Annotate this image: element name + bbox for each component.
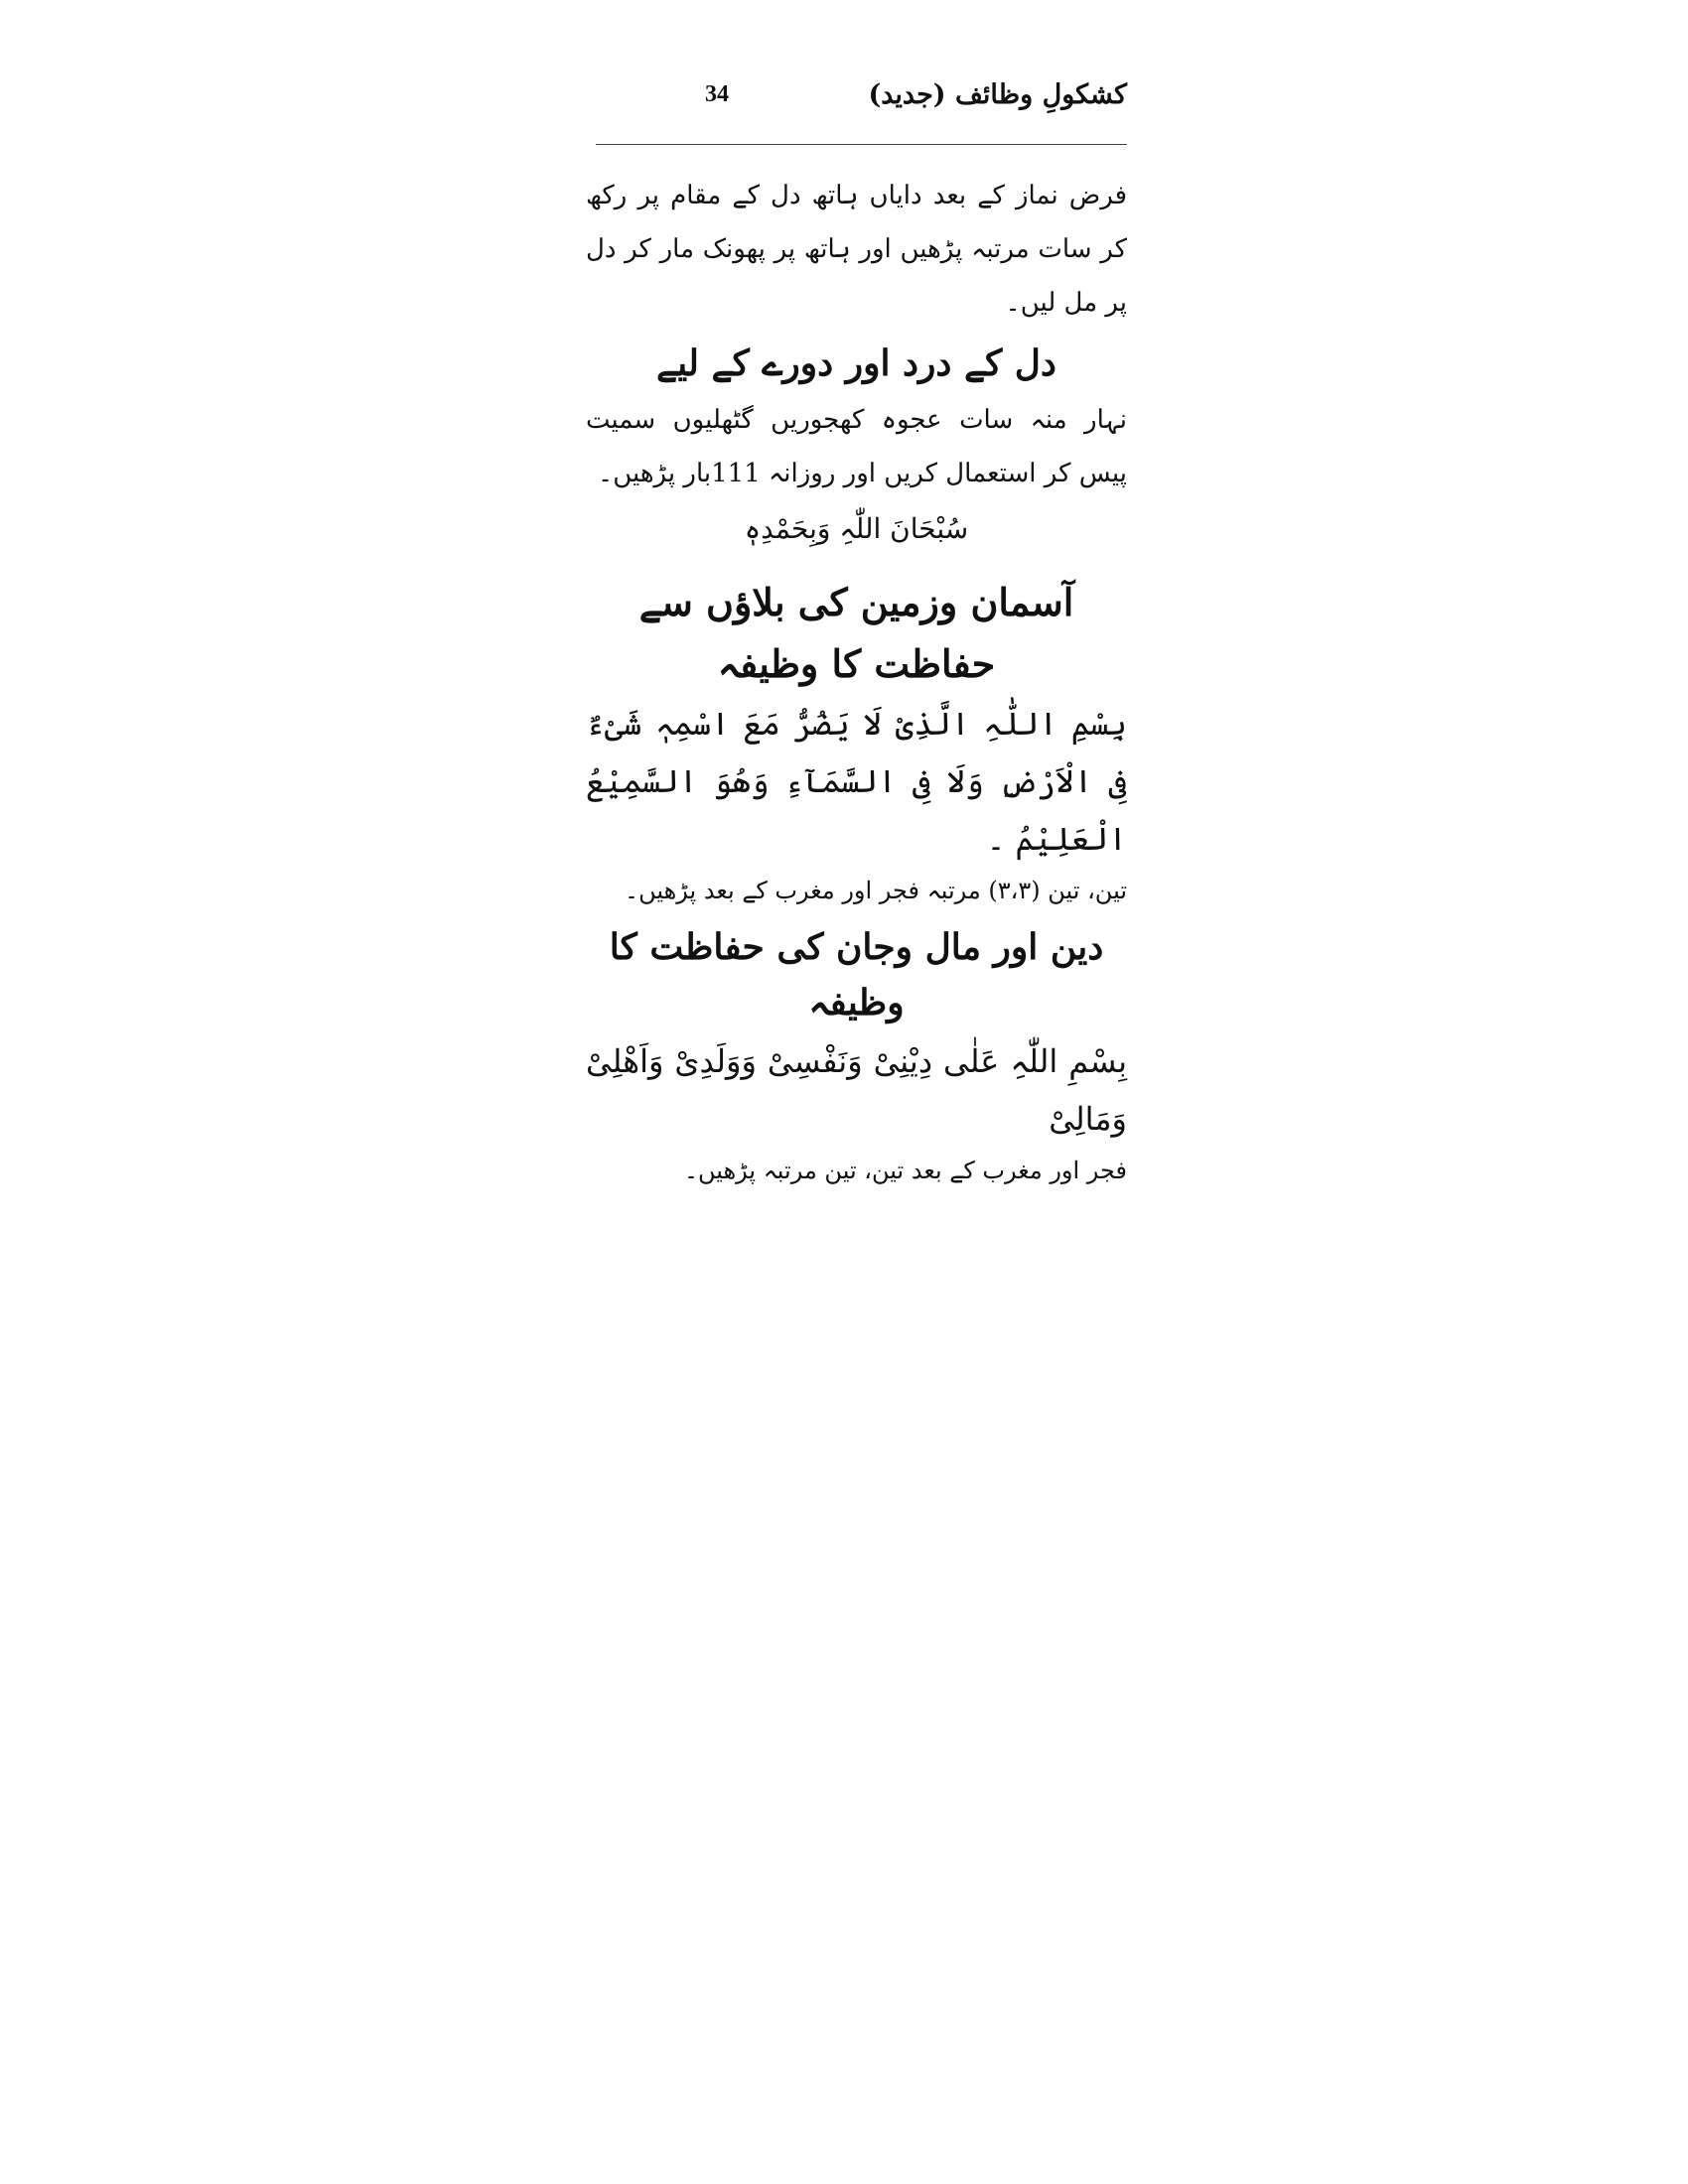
faith-dua: بِسْمِ اللّٰہِ عَلٰی دِیْنِیْ وَنَفْسِیْ وَوَلَدِیْ وَاَھْلِیْ وَمَالِیْ <box>586 1042 1127 1138</box>
heart-dhikr: سُبْحَانَ اللّٰہِ وَبِحَمْدِہٖ <box>744 512 969 545</box>
protection-note: تین، تین (۳،۳) مرتبہ فجر اور مغرب کے بعد پڑھیں۔ <box>625 877 1127 904</box>
header-divider <box>596 144 1127 145</box>
intro-paragraph: فرض نماز کے بعد دایاں ہاتھ دل کے مقام پر رکھ کر سات مرتبہ پڑھیں اور ہاتھ پر پھونک مار کر دل پر مل لیں۔ <box>586 181 1127 318</box>
heart-heading: دل کے درد اور دورے کے لیے <box>656 342 1056 384</box>
heart-paragraph: نہار منہ سات عجوہ کھجوریں گٹھلیوں سمیت پیس کر استعمال کریں اور روزانہ 111بار پڑھیں۔ <box>586 405 1127 488</box>
faith-heading: دین اور مال وجان کی حفاظت کا وظیفہ <box>609 926 1104 1024</box>
faith-note: فجر اور مغرب کے بعد تین، تین مرتبہ پڑھیں۔ <box>683 1157 1127 1184</box>
protection-dua: بِسْمِ اللّٰہِ الَّذِیْ لَا یَضُرُّ مَعَ اسْمِہٖ شَیْءٌ فِی الْاَرْضِ وَلَا فِی السَّمَآءِ وَھُوَ السَّمِیْعُ الْعَلِیْمُ ۔ <box>586 705 1127 858</box>
protection-heading: آسمان وزمین کی بلاؤں سے حفاظت کا وظیفہ <box>638 580 1074 686</box>
page-number: 34 <box>705 81 729 107</box>
book-page <box>586 79 1127 1184</box>
book-title: کشکولِ وظائف (جدید) <box>868 79 1127 110</box>
page-content <box>586 169 1127 1193</box>
running-header <box>586 79 1127 129</box>
